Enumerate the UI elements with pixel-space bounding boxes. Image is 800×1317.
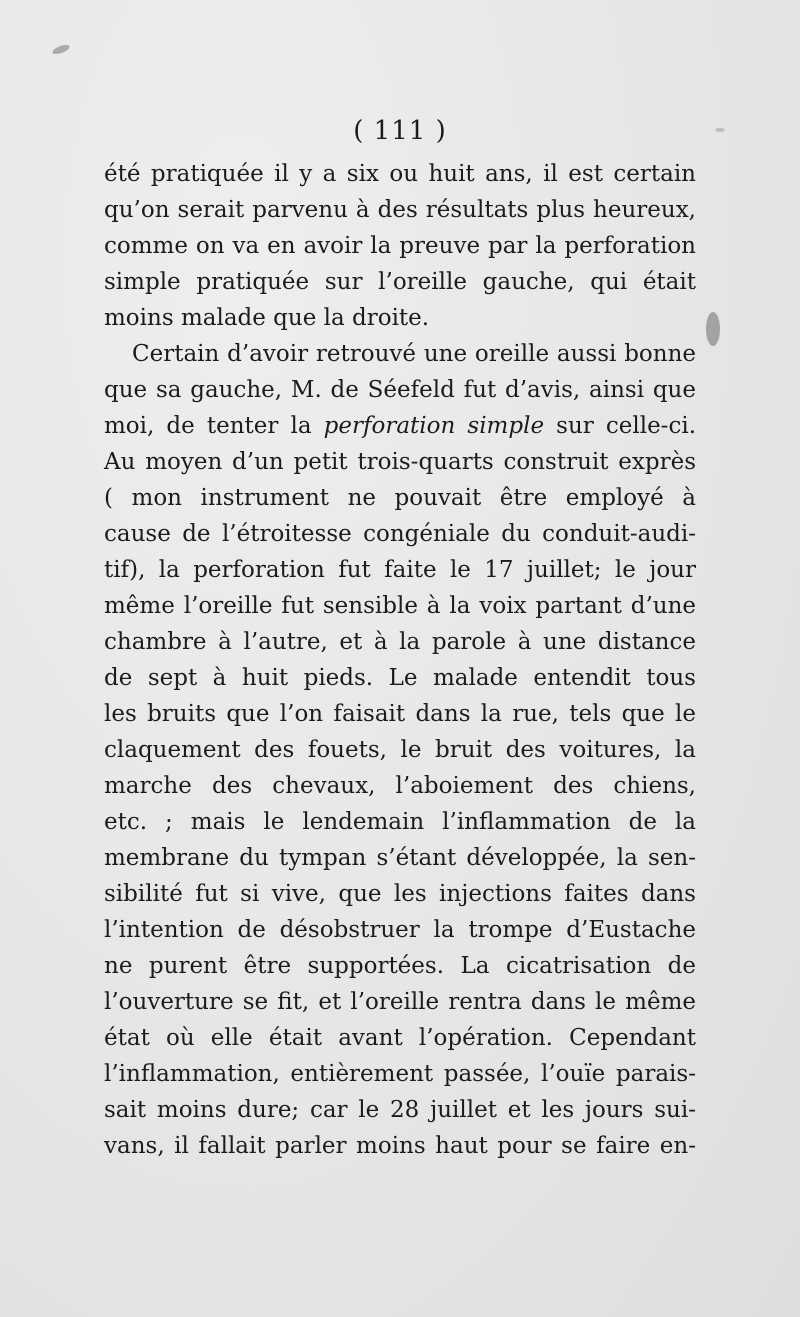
italic-phrase: perforation simple <box>323 413 545 439</box>
text-line: état où elle était avant l’opération. Cependant <box>104 1025 696 1051</box>
text-line: de sept à huit pieds. Le malade entendit tous <box>104 665 696 691</box>
text-line: marche des chevaux, l’aboiement des chiens, <box>104 773 696 799</box>
text-line: ne purent être supportées. La cicatrisation de <box>104 953 696 979</box>
text-line: chambre à l’autre, et à la parole à une distance <box>104 629 696 655</box>
text-line: l’inflammation, entièrement passée, l’ouïe parais- <box>104 1061 696 1087</box>
text-line: moins malade que la droite. <box>104 305 430 331</box>
ink-smudge <box>706 312 720 346</box>
text-line: simple pratiquée sur l’oreille gauche, qui était <box>104 269 696 295</box>
text-line: sibilité fut si vive, que les injections faites dans <box>104 881 696 907</box>
text-line: été pratiquée il y a six ou huit ans, il est certain <box>104 161 696 187</box>
text-line: membrane du tympan s’étant développée, la sen- <box>104 845 696 871</box>
text-line: etc. ; mais le lendemain l’inflammation de la <box>104 809 696 835</box>
text-line: qu’on serait parvenu à des résultats plus heureux, <box>104 197 696 223</box>
text-line: que sa gauche, M. de Séefeld fut d’avis, ainsi que <box>104 377 696 403</box>
ink-smudge <box>51 43 70 56</box>
text-line: l’ouverture se fit, et l’oreille rentra dans le même <box>104 989 696 1015</box>
text-line: les bruits que l’on faisait dans la rue, tels que le <box>104 701 696 727</box>
text-segment: moi, de tenter la <box>104 413 324 439</box>
text-segment: sur celle-ci. <box>544 413 697 439</box>
page-number: ( 111 ) <box>353 116 447 146</box>
text-line: comme on va en avoir la preuve par la perforation <box>104 233 696 259</box>
text-line: ( mon instrument ne pouvait être employé à <box>104 485 696 511</box>
text-line: claquement des fouets, le bruit des voitures, la <box>104 737 696 763</box>
text-line: cause de l’étroitesse congéniale du conduit-audi- <box>104 521 696 547</box>
text-line: même l’oreille fut sensible à la voix partant d’une <box>104 593 696 619</box>
text-line-with-italic <box>104 408 696 444</box>
text-line: l’intention de désobstruer la trompe d’Eustache <box>104 917 696 943</box>
body-text <box>104 156 696 1164</box>
text-line: tif), la perforation fut faite le 17 juillet; le jour <box>104 557 696 583</box>
text-line: Au moyen d’un petit trois-quarts construit exprès <box>104 449 696 475</box>
text-line: vans, il fallait parler moins haut pour se faire en- <box>104 1133 696 1159</box>
paragraph-first-line: Certain d’avoir retrouvé une oreille aussi bonne <box>132 341 696 367</box>
text-line: sait moins dure; car le 28 juillet et les jours sui- <box>104 1097 696 1123</box>
